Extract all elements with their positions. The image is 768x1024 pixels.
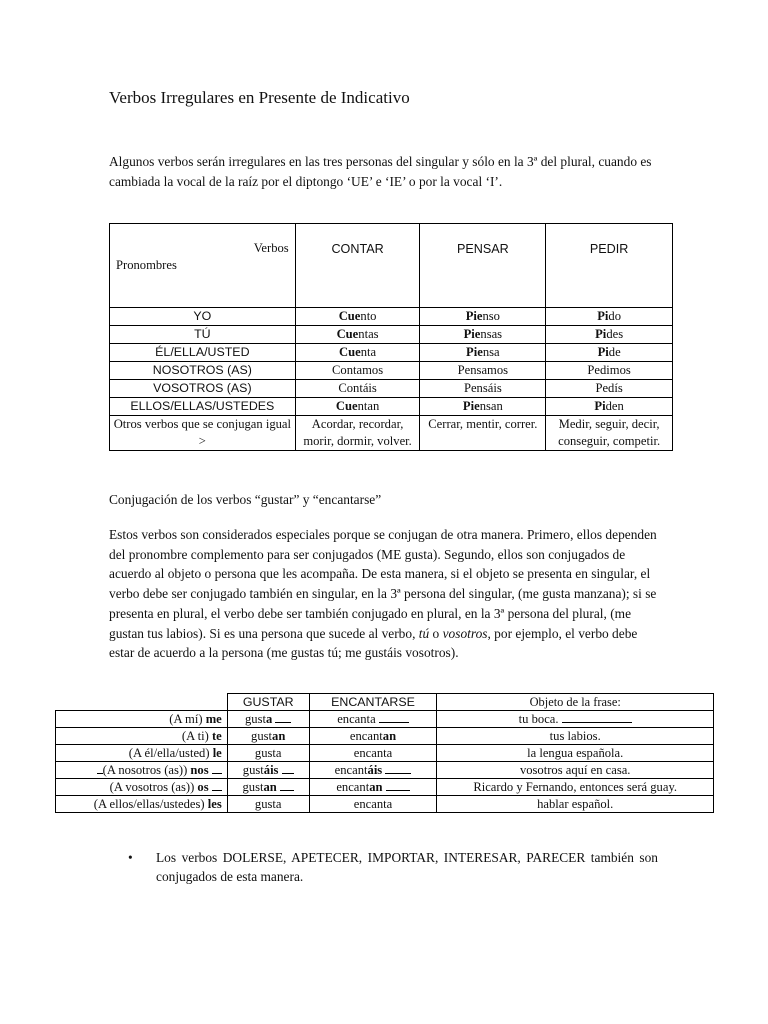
ending-text: de — [608, 345, 621, 359]
blank-line — [379, 711, 409, 723]
stem-text: gust — [254, 746, 276, 760]
other-verbs-pensar: Cerrar, mentir, correr. — [420, 416, 546, 451]
pensar-cell — [420, 308, 546, 326]
stem-text: Pie — [462, 399, 480, 413]
ending-text: nso — [482, 309, 500, 323]
blank-line — [275, 711, 291, 723]
pedir-cell — [546, 344, 673, 362]
ending-text: áis — [367, 763, 383, 777]
stem-text: Pi — [597, 309, 609, 323]
ending-text: den — [605, 399, 624, 413]
ending-text: nsamos — [470, 363, 509, 377]
ending-text: an — [382, 729, 397, 743]
stem-text: encant — [353, 746, 387, 760]
stem-text: Pe — [457, 363, 471, 377]
other-verbs-pedir: Medir, seguir, decir, conseguir, competir. — [546, 416, 673, 451]
stem-text: Cue — [335, 399, 358, 413]
blank-line — [280, 779, 294, 791]
bullet-dot-icon: • — [128, 850, 133, 865]
ending-text: a — [275, 746, 282, 760]
irregular-verbs-table — [109, 223, 673, 451]
pronoun-bold: me — [205, 712, 222, 726]
ending-text: nsan — [479, 399, 503, 413]
encantarse-cell — [309, 762, 437, 779]
object-text: vosotros aquí en casa. — [519, 763, 631, 777]
pensar-cell — [420, 344, 546, 362]
ending-text: do — [608, 309, 621, 323]
blank-line — [385, 762, 411, 774]
header-pensar: PENSAR — [420, 224, 546, 308]
pedir-cell — [546, 308, 673, 326]
stem-text: Pie — [463, 327, 481, 341]
ending-text: an — [369, 780, 383, 794]
encantarse-cell — [309, 711, 437, 728]
object-text: tu boca. — [518, 712, 559, 726]
table-row — [56, 796, 714, 813]
ending-text: ntan — [357, 399, 380, 413]
stem-text: encant — [336, 780, 370, 794]
stem-text: Co — [338, 381, 354, 395]
italic-vosotros: vosotros — [442, 625, 488, 641]
encantarse-cell — [309, 779, 437, 796]
table-row — [110, 380, 673, 398]
contar-cell — [295, 344, 420, 362]
stem-text: encant — [334, 763, 368, 777]
table-row — [110, 362, 673, 380]
stem-text: Pe — [587, 363, 600, 377]
blank-line — [212, 762, 222, 774]
corner-cell — [110, 224, 296, 308]
object-text: Ricardo y Fernando, entonces será guay. — [473, 780, 678, 794]
pronoun-cell — [56, 711, 228, 728]
ending-text: a — [370, 712, 376, 726]
table-row — [110, 398, 673, 416]
table-header-row — [110, 224, 673, 308]
objeto-cell — [437, 711, 714, 728]
pedir-cell — [546, 398, 673, 416]
ending-text: áis — [263, 763, 279, 777]
pronoun-cell — [56, 728, 228, 745]
encantarse-cell — [309, 745, 437, 762]
object-text: la lengua española. — [527, 746, 624, 760]
pronoun-bold: les — [207, 797, 222, 811]
ending-text: an — [263, 780, 277, 794]
gustar-encantarse-table — [55, 693, 714, 813]
pedir-cell — [546, 380, 673, 398]
ending-text: a — [386, 797, 393, 811]
pronoun-cell — [56, 779, 228, 796]
header-contar: CONTAR — [295, 224, 420, 308]
pronoun-prefix: (A ti) — [181, 729, 212, 743]
stem-text: Pi — [595, 327, 607, 341]
pronoun-cell: VOSOTROS (AS) — [110, 380, 296, 398]
table-row — [56, 728, 714, 745]
pensar-cell — [420, 398, 546, 416]
gustar-cell — [227, 762, 309, 779]
ending-text: dimos — [600, 363, 631, 377]
stem-text: encant — [349, 729, 383, 743]
stem-text: encant — [337, 712, 371, 726]
ending-text: ntas — [358, 327, 379, 341]
stem-text: Pi — [594, 399, 606, 413]
corner-pronombres-label: Pronombres — [116, 258, 177, 272]
table-header-row — [56, 694, 714, 711]
objeto-cell — [437, 728, 714, 745]
explanation-paragraph — [109, 525, 657, 663]
other-verbs-contar: Acordar, recordar, morir, dormir, volver. — [295, 416, 420, 451]
ending-text: a — [275, 797, 282, 811]
ending-text: ntamos — [346, 363, 384, 377]
encantarse-cell — [309, 728, 437, 745]
pronoun-cell — [56, 762, 228, 779]
contar-cell — [295, 326, 420, 344]
object-text: tus labios. — [549, 729, 601, 743]
objeto-cell — [437, 745, 714, 762]
stem-text: Co — [332, 363, 347, 377]
pensar-cell — [420, 362, 546, 380]
stem-text: Pie — [466, 345, 483, 359]
stem-text: gust — [244, 712, 266, 726]
pronoun-bold: os — [197, 780, 209, 794]
ending-text: ntáis — [353, 381, 377, 395]
other-verbs-row — [110, 416, 673, 451]
pensar-cell — [420, 380, 546, 398]
stem-text: Cue — [339, 345, 361, 359]
gustar-cell — [227, 728, 309, 745]
pedir-cell — [546, 326, 673, 344]
ending-text: nsas — [480, 327, 503, 341]
ending-text: nta — [360, 345, 377, 359]
blank-line — [386, 779, 410, 791]
pronoun-bold: le — [212, 746, 222, 760]
intro-paragraph: Algunos verbos serán irregulares en las tres personas del singular y sólo en la 3ª del plural, cuando es cambiada la vocal de la raíz por el diptongo ‘UE’ e ‘IE’ o por la vocal ‘I’. — [109, 154, 652, 189]
header-pedir: PEDIR — [546, 224, 673, 308]
header-gustar: GUSTAR — [227, 694, 309, 711]
header-encantarse: ENCANTARSE — [309, 694, 437, 711]
paragraph-text: Estos verbos son considerados especiales porque se conjugan de otra manera. Primero, ellos dependen del pronombre complemento para ser conjugados (ME gusta). Segundo, ellos son conjugados de acuerdo al objeto o persona que les acompaña. De esta manera, si el objeto se presenta en singular, el verbo debe ser conjugado también en singular, en la 3ª persona del singular, (me gusta manzana); si se presenta en plural, el verbo debe ser también conjugado en plural, en la 3ª persona del plural, (me gustan tus labios). Si es una persona que sucede al verbo, — [109, 527, 657, 641]
pronoun-prefix: (A vosotros (as)) — [109, 780, 198, 794]
pensar-cell — [420, 326, 546, 344]
stem-text: gust — [242, 763, 264, 777]
table-row — [56, 745, 714, 762]
contar-cell — [295, 308, 420, 326]
stem-text: Pi — [597, 345, 609, 359]
stem-text: Pie — [465, 309, 483, 323]
ending-text: dís — [608, 381, 623, 395]
objeto-cell — [437, 779, 714, 796]
table-row — [56, 762, 714, 779]
pronoun-cell: YO — [110, 308, 296, 326]
objeto-cell — [437, 762, 714, 779]
pronoun-cell: NOSOTROS (AS) — [110, 362, 296, 380]
table-row — [110, 344, 673, 362]
pedir-cell — [546, 362, 673, 380]
table-row — [110, 326, 673, 344]
pronoun-prefix: (A nosotros (as)) — [102, 763, 191, 777]
pronoun-cell: ÉL/ELLA/USTED — [110, 344, 296, 362]
page-title: Verbos Irregulares en Presente de Indicativo — [109, 88, 410, 107]
ending-text: a — [265, 712, 273, 726]
ending-text: a — [386, 746, 393, 760]
other-verbs-label: Otros verbos que se conjugan igual > — [110, 416, 296, 451]
header-objeto: Objeto de la frase: — [437, 694, 714, 711]
pronoun-cell — [56, 796, 228, 813]
objeto-cell — [437, 796, 714, 813]
stem-text: Cue — [338, 309, 361, 323]
encantarse-cell — [309, 796, 437, 813]
pronoun-prefix: (A él/ella/usted) — [128, 746, 213, 760]
gustar-cell — [227, 745, 309, 762]
pronoun-cell: ELLOS/ELLAS/USTEDES — [110, 398, 296, 416]
pronoun-prefix: (A mí) — [169, 712, 206, 726]
contar-cell — [295, 362, 420, 380]
table-row — [56, 711, 714, 728]
italic-tu: tú — [418, 625, 430, 641]
blank-line — [562, 711, 632, 723]
stem-text: gust — [242, 780, 264, 794]
stem-text: encant — [353, 797, 387, 811]
gustar-cell — [227, 711, 309, 728]
empty-corner-cell — [56, 694, 228, 711]
object-text: hablar español. — [537, 797, 614, 811]
blank-line — [212, 779, 222, 791]
blank-line — [282, 762, 294, 774]
ending-text: nsáis — [476, 381, 502, 395]
bullet-text: Los verbos DOLERSE, APETECER, IMPORTAR, INTERESAR, PARECER también son conjugados de esta manera. — [156, 850, 658, 884]
gustar-cell — [227, 779, 309, 796]
section-subtitle: Conjugación de los verbos “gustar” y “encantarse” — [109, 492, 382, 507]
ending-text: nto — [360, 309, 377, 323]
stem-text: gust — [251, 729, 273, 743]
stem-text: Pe — [595, 381, 609, 395]
ending-text: an — [272, 729, 286, 743]
ending-text: des — [606, 327, 624, 341]
pronoun-bold: te — [211, 729, 222, 743]
pronoun-bold: nos — [190, 763, 209, 777]
ending-text: nsa — [482, 345, 500, 359]
table-row — [56, 779, 714, 796]
paragraph-text: , por ejemplo, el verbo debe estar de acuerdo a la persona (me gustas tú; me gustáis vosotros). — [109, 625, 638, 661]
pronoun-cell: TÚ — [110, 326, 296, 344]
contar-cell — [295, 398, 420, 416]
gustar-cell — [227, 796, 309, 813]
contar-cell — [295, 380, 420, 398]
corner-verbos-label: Verbos — [253, 241, 289, 255]
pronoun-prefix: (A ellos/ellas/ustedes) — [93, 797, 208, 811]
stem-text: Pe — [463, 381, 477, 395]
stem-text: gust — [254, 797, 276, 811]
table-row — [110, 308, 673, 326]
paragraph-text: o — [429, 625, 443, 641]
stem-text: Cue — [336, 327, 359, 341]
pronoun-cell — [56, 745, 228, 762]
